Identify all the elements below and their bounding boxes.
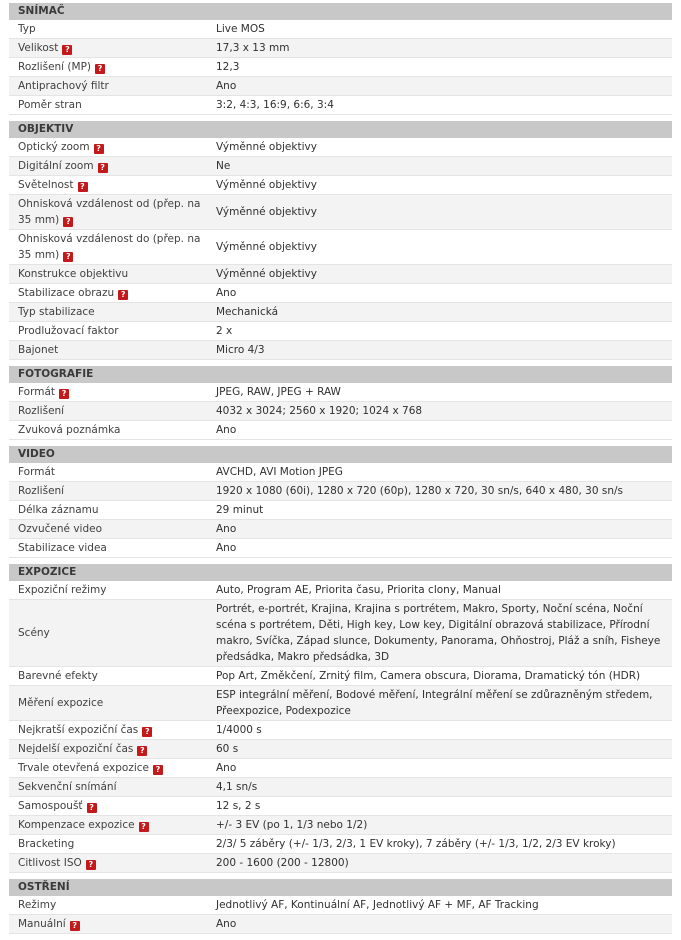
section-header: OSTŘENÍ bbox=[9, 879, 672, 896]
spec-value: Pop Art, Změkčení, Zrnitý film, Camera obscura, Diorama, Dramatický tón (HDR) bbox=[207, 667, 672, 686]
help-icon[interactable]: ? bbox=[94, 144, 104, 154]
spec-row bbox=[9, 740, 672, 759]
help-icon[interactable]: ? bbox=[153, 765, 163, 775]
help-icon[interactable]: ? bbox=[59, 389, 69, 399]
spec-value: 200 - 1600 (200 - 12800) bbox=[207, 854, 672, 873]
spec-table bbox=[9, 581, 672, 873]
spec-value: JPEG, RAW, JPEG + RAW bbox=[207, 383, 672, 402]
spec-label-cell bbox=[9, 341, 207, 360]
section-header: SNÍMAČ bbox=[9, 3, 672, 20]
spec-row bbox=[9, 383, 672, 402]
help-icon[interactable]: ? bbox=[95, 64, 105, 74]
spec-value: Výměnné objektivy bbox=[207, 176, 672, 195]
spec-label: Délka záznamu bbox=[18, 504, 99, 516]
spec-value: 60 s bbox=[207, 740, 672, 759]
spec-row bbox=[9, 581, 672, 600]
section-header: FOTOGRAFIE bbox=[9, 366, 672, 383]
spec-row bbox=[9, 265, 672, 284]
spec-label-cell bbox=[9, 581, 207, 600]
spec-row bbox=[9, 39, 672, 58]
spec-label: Měření expozice bbox=[18, 697, 104, 709]
section-header: EXPOZICE bbox=[9, 564, 672, 581]
spec-label: Rozlišení bbox=[18, 485, 65, 497]
help-icon[interactable]: ? bbox=[142, 727, 152, 737]
spec-label: Scény bbox=[18, 627, 50, 639]
spec-value: Ano bbox=[207, 539, 672, 558]
spec-label: Manuální bbox=[18, 918, 66, 930]
spec-label-cell bbox=[9, 157, 207, 176]
spec-row bbox=[9, 854, 672, 873]
spec-row bbox=[9, 721, 672, 740]
spec-label: Optický zoom bbox=[18, 141, 90, 153]
spec-label: Prodlužovací faktor bbox=[18, 325, 119, 337]
spec-table bbox=[9, 383, 672, 440]
help-icon[interactable]: ? bbox=[98, 163, 108, 173]
spec-label-cell bbox=[9, 835, 207, 854]
spec-row bbox=[9, 176, 672, 195]
spec-value: Ne bbox=[207, 157, 672, 176]
spec-row bbox=[9, 797, 672, 816]
section-header: OBJEKTIV bbox=[9, 121, 672, 138]
spec-label: Stabilizace obrazu bbox=[18, 287, 115, 299]
spec-row bbox=[9, 322, 672, 341]
spec-value: Micro 4/3 bbox=[207, 341, 672, 360]
spec-label: Sekvenční snímání bbox=[18, 781, 117, 793]
help-icon[interactable]: ? bbox=[87, 803, 97, 813]
spec-label: Formát bbox=[18, 386, 56, 398]
spec-label-cell bbox=[9, 402, 207, 421]
spec-row bbox=[9, 520, 672, 539]
spec-value: Výměnné objektivy bbox=[207, 265, 672, 284]
spec-label-cell bbox=[9, 854, 207, 873]
section-video bbox=[9, 446, 672, 558]
spec-label: Velikost bbox=[18, 42, 59, 54]
spec-row bbox=[9, 421, 672, 440]
spec-label-cell bbox=[9, 176, 207, 195]
spec-label: Expoziční režimy bbox=[18, 584, 107, 596]
section-fotografie bbox=[9, 366, 672, 440]
spec-label-cell bbox=[9, 138, 207, 157]
spec-value: Výměnné objektivy bbox=[207, 138, 672, 157]
spec-label-cell bbox=[9, 77, 207, 96]
help-icon[interactable]: ? bbox=[86, 860, 96, 870]
spec-label-cell bbox=[9, 96, 207, 115]
spec-row bbox=[9, 759, 672, 778]
spec-label-cell bbox=[9, 816, 207, 835]
section-snimac bbox=[9, 3, 672, 115]
spec-label-cell bbox=[9, 39, 207, 58]
spec-row bbox=[9, 138, 672, 157]
spec-label: Samospoušť bbox=[18, 800, 83, 812]
spec-table bbox=[9, 138, 672, 360]
spec-label: Nejkratší expoziční čas bbox=[18, 724, 139, 736]
spec-row bbox=[9, 600, 672, 667]
spec-label-cell bbox=[9, 501, 207, 520]
spec-label: Poměr stran bbox=[18, 99, 82, 111]
spec-label-cell bbox=[9, 600, 207, 667]
spec-label: Citlivost ISO bbox=[18, 857, 82, 869]
spec-label-cell bbox=[9, 20, 207, 39]
spec-row bbox=[9, 686, 672, 721]
spec-row bbox=[9, 157, 672, 176]
spec-value: Live MOS bbox=[207, 20, 672, 39]
spec-row bbox=[9, 482, 672, 501]
spec-value: 2 x bbox=[207, 322, 672, 341]
spec-label: Rozlišení (MP) bbox=[18, 61, 92, 73]
help-icon[interactable]: ? bbox=[62, 45, 72, 55]
spec-value: Ano bbox=[207, 520, 672, 539]
spec-row bbox=[9, 195, 672, 230]
spec-value: 4032 x 3024; 2560 x 1920; 1024 x 768 bbox=[207, 402, 672, 421]
spec-label: Kompenzace expozice bbox=[18, 819, 135, 831]
spec-label-cell bbox=[9, 740, 207, 759]
spec-row bbox=[9, 402, 672, 421]
spec-label: Stabilizace videa bbox=[18, 542, 107, 554]
spec-label-cell bbox=[9, 284, 207, 303]
spec-label-cell bbox=[9, 195, 207, 230]
spec-value: ESP integrální měření, Bodové měření, Integrální měření se zdůrazněným středem, Přeexpozice, Podexpozice bbox=[207, 686, 672, 721]
spec-row bbox=[9, 303, 672, 322]
spec-value: Ano bbox=[207, 77, 672, 96]
spec-label: Nejdelší expoziční čas bbox=[18, 743, 134, 755]
spec-value: Ano bbox=[207, 759, 672, 778]
spec-value: +/- 3 EV (po 1, 1/3 nebo 1/2) bbox=[207, 816, 672, 835]
spec-label-cell bbox=[9, 667, 207, 686]
spec-label-cell bbox=[9, 482, 207, 501]
spec-label: Trvale otevřená expozice bbox=[18, 762, 149, 774]
spec-label: Ohnisková vzdálenost od (přep. na 35 mm) bbox=[18, 198, 201, 226]
spec-value: 3:2, 4:3, 16:9, 6:6, 3:4 bbox=[207, 96, 672, 115]
section-objektiv bbox=[9, 121, 672, 360]
spec-value: 29 minut bbox=[207, 501, 672, 520]
spec-table bbox=[9, 896, 672, 934]
spec-row bbox=[9, 58, 672, 77]
spec-label: Ohnisková vzdálenost do (přep. na 35 mm) bbox=[18, 233, 201, 261]
spec-value: Mechanická bbox=[207, 303, 672, 322]
spec-value: 17,3 x 13 mm bbox=[207, 39, 672, 58]
help-icon[interactable]: ? bbox=[63, 217, 73, 227]
section-expozice bbox=[9, 564, 672, 873]
help-icon[interactable]: ? bbox=[78, 182, 88, 192]
spec-row bbox=[9, 835, 672, 854]
spec-row bbox=[9, 463, 672, 482]
spec-row bbox=[9, 341, 672, 360]
spec-row bbox=[9, 96, 672, 115]
spec-label: Zvuková poznámka bbox=[18, 424, 121, 436]
spec-label: Režimy bbox=[18, 899, 57, 911]
spec-row bbox=[9, 816, 672, 835]
spec-value: Auto, Program AE, Priorita času, Priorita clony, Manual bbox=[207, 581, 672, 600]
spec-label-cell bbox=[9, 915, 207, 934]
spec-label-cell bbox=[9, 58, 207, 77]
spec-value: Jednotlivý AF, Kontinuální AF, Jednotlivý AF + MF, AF Tracking bbox=[207, 896, 672, 915]
spec-row bbox=[9, 667, 672, 686]
spec-label: Bracketing bbox=[18, 838, 75, 850]
spec-sheet bbox=[9, 3, 672, 940]
spec-value: 1920 x 1080 (60i), 1280 x 720 (60p), 1280 x 720, 30 sn/s, 640 x 480, 30 sn/s bbox=[207, 482, 672, 501]
spec-label-cell bbox=[9, 322, 207, 341]
spec-label-cell bbox=[9, 383, 207, 402]
spec-value: Ano bbox=[207, 421, 672, 440]
spec-label: Typ bbox=[18, 23, 36, 35]
spec-table bbox=[9, 20, 672, 115]
spec-value: 12 s, 2 s bbox=[207, 797, 672, 816]
spec-value: AVCHD, AVI Motion JPEG bbox=[207, 463, 672, 482]
help-icon[interactable]: ? bbox=[118, 290, 128, 300]
spec-label-cell bbox=[9, 778, 207, 797]
spec-label-cell bbox=[9, 303, 207, 322]
spec-label: Typ stabilizace bbox=[18, 306, 95, 318]
spec-row bbox=[9, 915, 672, 934]
spec-value: Ano bbox=[207, 915, 672, 934]
spec-row bbox=[9, 230, 672, 265]
spec-value: Výměnné objektivy bbox=[207, 230, 672, 265]
spec-row bbox=[9, 896, 672, 915]
spec-row bbox=[9, 501, 672, 520]
spec-table bbox=[9, 463, 672, 558]
help-icon[interactable]: ? bbox=[63, 252, 73, 262]
spec-label: Rozlišení bbox=[18, 405, 65, 417]
spec-label-cell bbox=[9, 421, 207, 440]
spec-value: 12,3 bbox=[207, 58, 672, 77]
spec-value: Ano bbox=[207, 284, 672, 303]
spec-value: Portrét, e-portrét, Krajina, Krajina s portrétem, Makro, Sporty, Noční scéna, Noční scéna s portrétem, Děti, High key, Low key, Digitální obrazová stabilizace, Přírodní makro, Svíčka, Západ slunce, Dokumenty, Panorama, Ohňostroj, Pláž a sníh, Fisheye předsádka, Makro předsádka, 3D bbox=[207, 600, 672, 667]
spec-label: Ozvučené video bbox=[18, 523, 103, 535]
spec-value: Výměnné objektivy bbox=[207, 195, 672, 230]
spec-value: 2/3/ 5 záběry (+/- 1/3, 2/3, 1 EV kroky), 7 záběry (+/- 1/3, 1/2, 2/3 EV kroky) bbox=[207, 835, 672, 854]
spec-label: Antiprachový filtr bbox=[18, 80, 109, 92]
spec-value: 1/4000 s bbox=[207, 721, 672, 740]
help-icon[interactable]: ? bbox=[70, 921, 80, 931]
spec-label-cell bbox=[9, 230, 207, 265]
spec-label-cell bbox=[9, 721, 207, 740]
spec-label-cell bbox=[9, 539, 207, 558]
help-icon[interactable]: ? bbox=[139, 822, 149, 832]
spec-label-cell bbox=[9, 463, 207, 482]
spec-label-cell bbox=[9, 759, 207, 778]
spec-label: Formát bbox=[18, 466, 56, 478]
spec-row bbox=[9, 284, 672, 303]
spec-label-cell bbox=[9, 265, 207, 284]
spec-row bbox=[9, 20, 672, 39]
spec-label-cell bbox=[9, 686, 207, 721]
spec-label-cell bbox=[9, 520, 207, 539]
spec-label-cell bbox=[9, 896, 207, 915]
section-header: VIDEO bbox=[9, 446, 672, 463]
spec-label: Světelnost bbox=[18, 179, 74, 191]
spec-label: Bajonet bbox=[18, 344, 59, 356]
spec-label: Barevné efekty bbox=[18, 670, 98, 682]
spec-row bbox=[9, 778, 672, 797]
spec-value: 4,1 sn/s bbox=[207, 778, 672, 797]
spec-row bbox=[9, 539, 672, 558]
help-icon[interactable]: ? bbox=[137, 746, 147, 756]
spec-row bbox=[9, 77, 672, 96]
spec-label: Digitální zoom bbox=[18, 160, 94, 172]
spec-label: Konstrukce objektivu bbox=[18, 268, 129, 280]
spec-label-cell bbox=[9, 797, 207, 816]
